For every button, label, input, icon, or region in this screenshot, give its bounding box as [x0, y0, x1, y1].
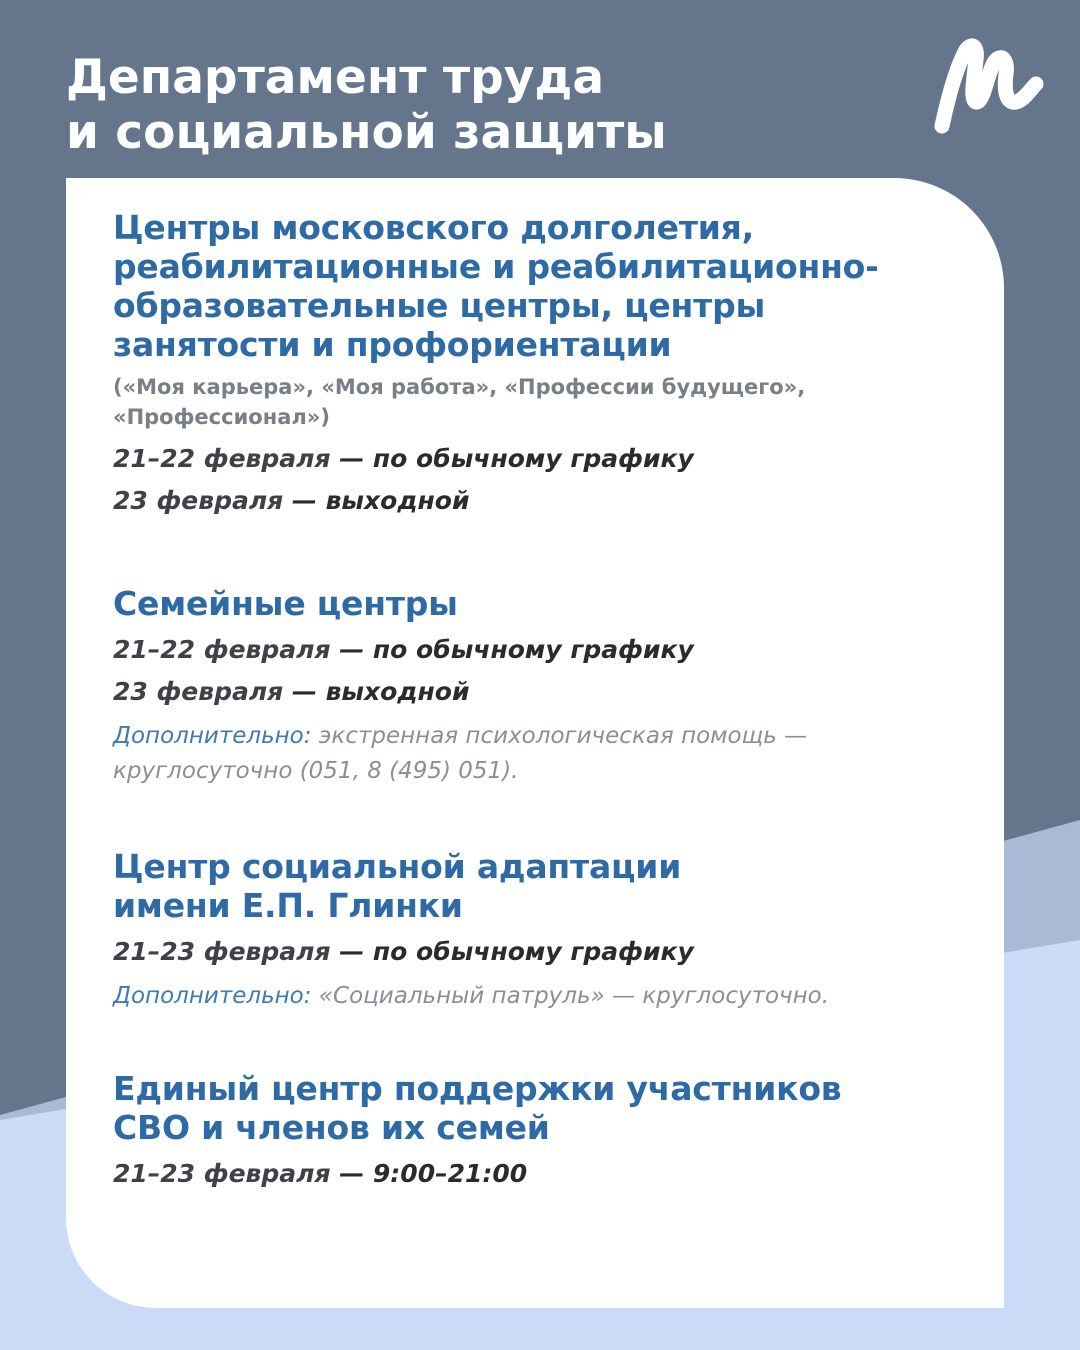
schedule-date: 21–22 февраля [113, 635, 331, 664]
additional-info [113, 719, 964, 789]
schedule-text: — по обычному графику [330, 444, 694, 473]
info-card [66, 178, 1004, 1308]
additional-info-text: экстренная психологическая помощь — [311, 723, 808, 749]
schedule-line [113, 444, 964, 474]
schedule-line [113, 937, 964, 967]
schedule-text: — выходной [283, 486, 470, 515]
section-title-line: образовательные центры, центры [113, 286, 766, 325]
section-title-line: Центр социальной адаптации [113, 847, 682, 886]
schedule-date: 21–23 февраля [113, 1159, 331, 1188]
schedule-line [113, 1159, 964, 1189]
section-title [113, 584, 964, 623]
page-title-line: и социальной защиты [66, 105, 667, 160]
schedule-date: 21–22 февраля [113, 444, 331, 473]
section-glinka-center [113, 847, 964, 1014]
section-title-line: СВО и членов их семей [113, 1108, 550, 1147]
section-title [113, 847, 964, 925]
schedule-text: — по обычному графику [330, 635, 694, 664]
section-title-line: занятости и профориентации [113, 325, 672, 364]
additional-info [113, 979, 964, 1014]
page-title [66, 50, 886, 160]
section-note-line: («Моя карьера», «Моя работа», «Профессии будущего», [113, 375, 806, 399]
section-family-centers [113, 584, 964, 789]
schedule-line [113, 635, 964, 665]
section-title-line: реабилитационные и реабилитационно- [113, 247, 879, 286]
schedule-text: — выходной [283, 677, 470, 706]
additional-info-text: «Социальный патруль» — круглосуточно. [311, 983, 830, 1009]
schedule-line [113, 677, 964, 707]
section-svo-support-center [113, 1069, 964, 1189]
mos-m-logo-icon [926, 38, 1054, 138]
additional-info-line [113, 719, 964, 754]
schedule-date: 21–23 февраля [113, 937, 331, 966]
schedule-date: 23 февраля [113, 486, 284, 515]
section-title-line: Единый центр поддержки участников [113, 1069, 842, 1108]
schedule-text: — по обычному графику [330, 937, 694, 966]
section-title-line: Центры московского долголетия, [113, 208, 754, 247]
section-note-line: «Профессионал») [113, 405, 330, 429]
schedule-text: — 9:00–21:00 [330, 1159, 528, 1188]
additional-info-label: Дополнительно: [113, 983, 312, 1009]
page-title-line: Департамент труда [66, 50, 605, 105]
section-longevity-centers [113, 208, 964, 516]
section-note [113, 372, 964, 432]
section-title [113, 208, 964, 364]
section-title-line: Семейные центры [113, 584, 458, 623]
section-title [113, 1069, 964, 1147]
schedule-date: 23 февраля [113, 677, 284, 706]
section-title-line: имени Е.П. Глинки [113, 886, 463, 925]
additional-info-line [113, 979, 964, 1014]
additional-info-text: круглосуточно (051, 8 (495) 051). [113, 758, 519, 784]
additional-info-label: Дополнительно: [113, 723, 312, 749]
schedule-line [113, 486, 964, 516]
